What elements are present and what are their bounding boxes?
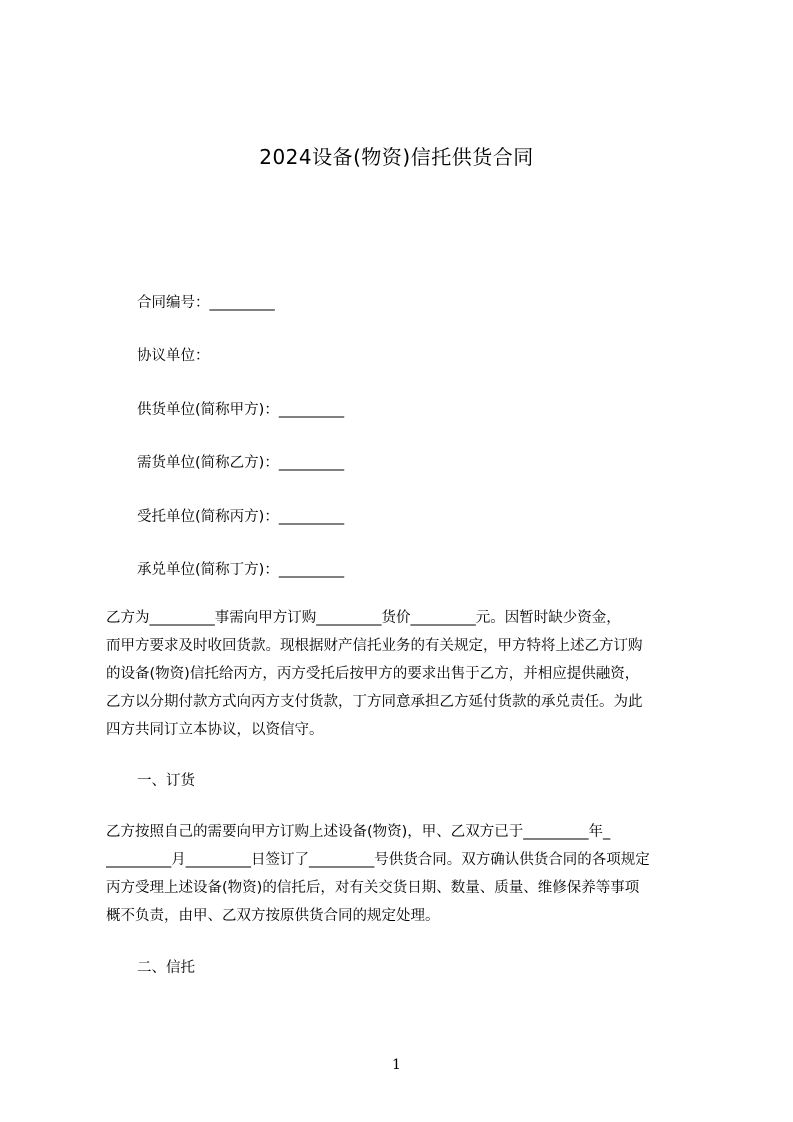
section-1-line: 丙方受理上述设备(物资)的信托后，对有关交货日期、数量、质量、维修保养等事项 [106, 880, 640, 896]
intro-line: 乙方为_________事需向甲方订购_________货价_________元。因暂时缺少资金， [106, 610, 621, 626]
intro-paragraph [106, 604, 702, 744]
buyer-party-field: 需货单位(简称乙方)：_________ [137, 455, 345, 471]
section-1-heading: 一、订货 [137, 773, 195, 789]
document-title: 2024设备(物资)信托供货合同 [259, 145, 534, 169]
intro-line: 的设备(物资)信托给丙方，丙方受托后按甲方的要求出售于乙方，并相应提供融资， [106, 666, 640, 682]
contract-number-field: 合同编号：_________ [137, 295, 275, 311]
section-1-line: 概不负责，由甲、乙双方按原供货合同的规定处理。 [106, 908, 440, 924]
section-1-line: 乙方按照自己的需要向甲方订购上述设备(物资)，甲、乙双方已于_________年_ [106, 824, 611, 840]
agreement-parties-label: 协议单位： [137, 348, 210, 364]
trustee-party-field: 受托单位(简称丙方)：_________ [137, 509, 345, 525]
intro-line: 四方共同订立本协议，以资信守。 [106, 722, 324, 738]
intro-line: 乙方以分期付款方式向丙方支付货款，丁方同意承担乙方延付货款的承兑责任。为此 [106, 694, 643, 710]
section-1-line: _________月_________日签订了_________号供货合同。双方确认供货合同的各项规定 [106, 852, 650, 868]
section-2-heading: 二、信托 [137, 960, 195, 976]
supplier-party-field: 供货单位(简称甲方)：_________ [137, 402, 345, 418]
intro-line: 而甲方要求及时收回货款。现根据财产信托业务的有关规定，甲方特将上述乙方订购 [106, 638, 643, 654]
page-number: 1 [392, 1057, 401, 1073]
section-1-paragraph [106, 818, 702, 930]
acceptor-party-field: 承兑单位(简称丁方)：_________ [137, 562, 345, 578]
